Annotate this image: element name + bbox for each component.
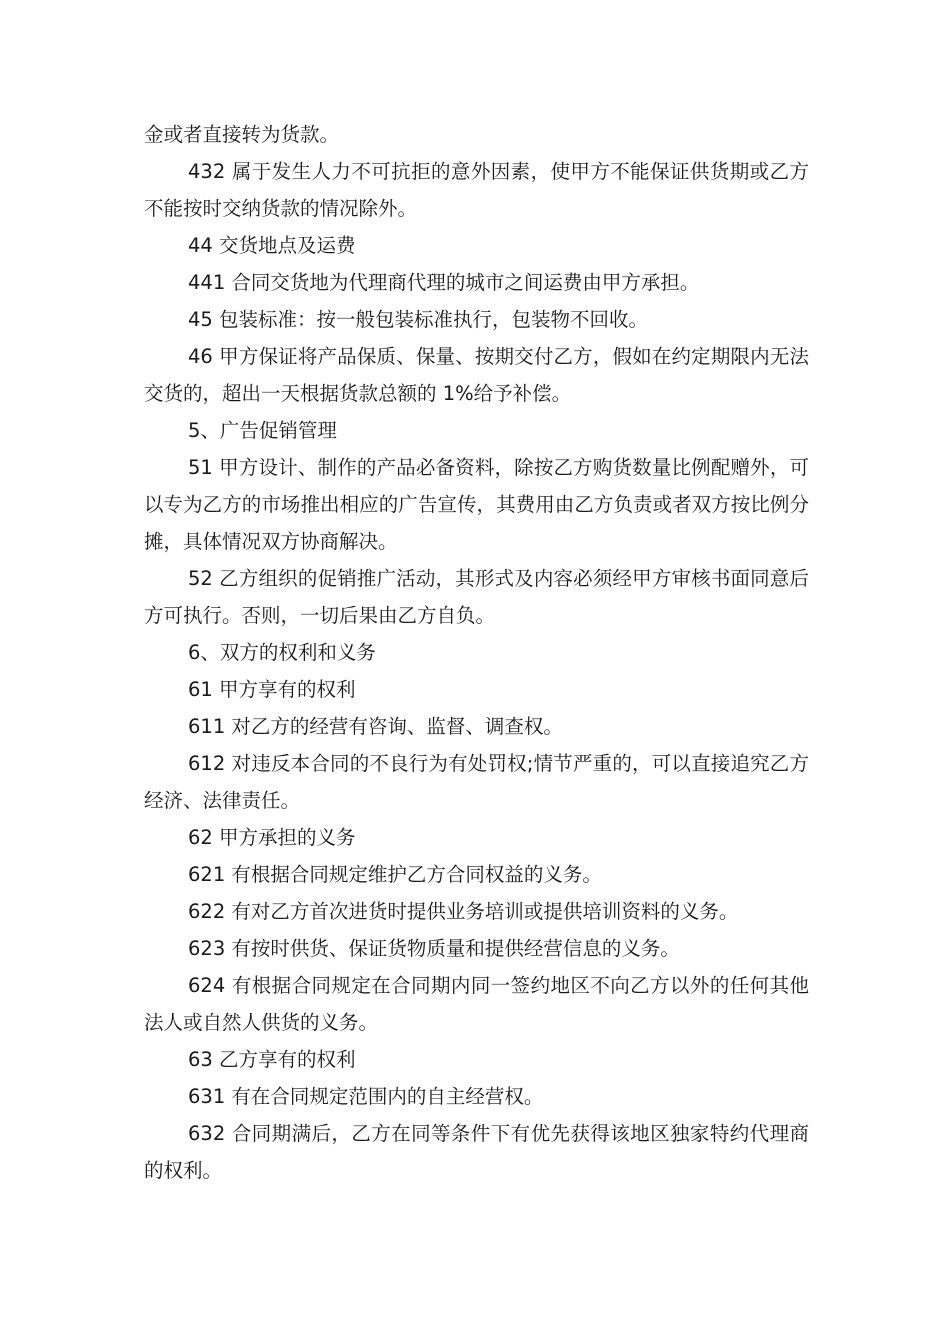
clause-61-heading: 61 甲方享有的权利: [188, 678, 356, 701]
document-body: [144, 116, 809, 1189]
clause-62-heading: 62 甲方承担的义务: [188, 826, 356, 849]
clause-631: 631 有在合同规定范围内的自主经营权。: [188, 1085, 544, 1108]
section-5-heading: 5、广告促销管理: [188, 419, 337, 442]
paragraph-continuation: 金或者直接转为货款。: [144, 123, 340, 146]
clause-611: 611 对乙方的经营有咨询、监督、调查权。: [188, 715, 563, 738]
clause-622: 622 有对乙方首次进货时提供业务培训或提供培训资料的义务。: [188, 900, 739, 923]
clause-51: 51 甲方设计、制作的产品必备资料，除按乙方购货数量比例配赠外，可以专为乙方的市场推出相应的广告宣传，其费用由乙方负责或者双方按比例分摊，具体情况双方协商解决。: [144, 456, 809, 553]
clause-612: 612 对违反本合同的不良行为有处罚权;情节严重的，可以直接追究乙方经济、法律责任。: [144, 752, 809, 812]
clause-63-heading: 63 乙方享有的权利: [188, 1048, 356, 1071]
clause-441: 441 合同交货地为代理商代理的城市之间运费由甲方承担。: [188, 271, 700, 294]
clause-44-heading: 44 交货地点及运费: [188, 234, 356, 257]
clause-52: 52 乙方组织的促销推广活动，其形式及内容必须经甲方审核书面同意后方可执行。否则，一切后果由乙方自负。: [144, 567, 809, 627]
clause-624: 624 有根据合同规定在合同期内同一签约地区不向乙方以外的任何其他法人或自然人供货的义务。: [144, 974, 809, 1034]
clause-632: 632 合同期满后，乙方在同等条件下有优先获得该地区独家特约代理商的权利。: [144, 1122, 809, 1182]
clause-45: 45 包装标准：按一般包装标准执行，包装物不回收。: [188, 308, 649, 331]
clause-623: 623 有按时供货、保证货物质量和提供经营信息的义务。: [188, 937, 680, 960]
clause-432: 432 属于发生人力不可抗拒的意外因素，使甲方不能保证供货期或乙方不能按时交纳货款的情况除外。: [144, 160, 809, 220]
section-6-heading: 6、双方的权利和义务: [188, 641, 376, 664]
clause-46: 46 甲方保证将产品保质、保量、按期交付乙方，假如在约定期限内无法交货的，超出一天根据货款总额的 1%给予补偿。: [144, 345, 809, 405]
clause-621: 621 有根据合同规定维护乙方合同权益的义务。: [188, 863, 602, 886]
